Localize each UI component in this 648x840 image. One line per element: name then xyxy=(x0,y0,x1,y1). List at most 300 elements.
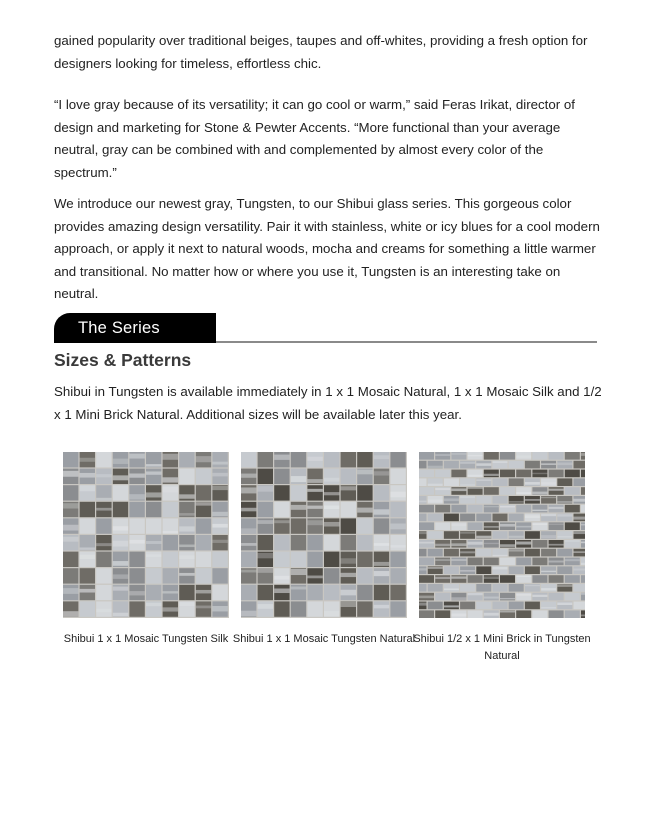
glass-streak xyxy=(212,512,227,516)
paragraph-quote: “I love gray because of its versatility; it can go cool or warm,” said Feras Irikat, director of design and marketing for Stone & Pewter Accents. “More functional than your average neutral, gray can be combined with and complemented by almost every color of the spectrum.” xyxy=(54,97,575,180)
glass-streak xyxy=(146,554,161,557)
glass-streak xyxy=(307,457,322,461)
glass-streak xyxy=(484,576,499,579)
glass-streak xyxy=(357,470,372,475)
paragraph-intro-tail: gained popularity over traditional beiges, taupes and off-whites, providing a fresh option for designers looking for timeless, effortless chic. xyxy=(54,33,588,71)
glass-streak xyxy=(541,497,556,498)
glass-streak xyxy=(63,588,78,594)
mosaic-chip xyxy=(258,601,273,616)
glass-streak xyxy=(493,555,508,556)
glass-streak xyxy=(541,482,556,485)
brick-chip xyxy=(574,478,586,486)
glass-streak xyxy=(419,568,427,570)
glass-streak xyxy=(581,615,585,617)
glass-streak xyxy=(307,520,322,525)
brick-chip xyxy=(565,558,580,566)
brick-chip xyxy=(419,470,434,478)
glass-streak xyxy=(574,551,586,552)
brick-chip xyxy=(444,531,459,539)
mosaic-chip xyxy=(357,485,372,500)
glass-streak xyxy=(500,506,515,507)
glass-streak xyxy=(291,569,306,575)
glass-streak xyxy=(549,507,564,509)
mosaic-chip xyxy=(291,518,306,533)
glass-streak xyxy=(581,563,585,565)
glass-streak xyxy=(274,520,289,523)
brick-chip xyxy=(493,531,508,539)
product-caption-mosaic-natural: Shibui 1 x 1 Mosaic Tungsten Natural xyxy=(232,633,416,645)
brick-chip xyxy=(419,549,427,557)
glass-streak xyxy=(541,535,556,538)
glass-streak xyxy=(258,568,273,573)
mosaic-chip xyxy=(163,502,178,517)
brick-chip xyxy=(428,549,443,557)
glass-streak xyxy=(63,537,78,542)
glass-streak xyxy=(390,545,405,548)
glass-streak xyxy=(96,498,111,501)
glass-streak xyxy=(163,477,178,482)
brick-chip xyxy=(581,470,585,478)
glass-streak xyxy=(435,559,450,560)
glass-streak xyxy=(291,476,306,482)
brick-chip xyxy=(516,610,531,618)
brick-chip xyxy=(419,487,434,495)
glass-streak xyxy=(484,597,499,599)
glass-streak xyxy=(493,461,508,462)
glass-streak xyxy=(146,603,161,606)
glass-streak xyxy=(129,454,144,459)
brick-chip xyxy=(549,452,564,460)
glass-streak xyxy=(129,474,144,478)
glass-streak xyxy=(565,559,580,561)
glass-streak xyxy=(525,499,540,500)
brick-chip xyxy=(484,452,499,460)
glass-streak xyxy=(241,474,256,478)
brick-chip xyxy=(451,575,466,583)
brick-chip xyxy=(460,602,475,610)
mosaic-chip xyxy=(196,568,211,583)
mosaic-chip xyxy=(390,502,405,517)
glass-streak xyxy=(516,542,531,545)
glass-streak xyxy=(146,464,161,467)
glass-streak xyxy=(484,613,499,616)
brick-chip xyxy=(428,602,443,610)
brick-chip xyxy=(428,531,443,539)
brick-chip xyxy=(435,610,450,618)
mosaic-chip xyxy=(390,552,405,567)
mosaic-chip xyxy=(324,568,339,583)
section-banner xyxy=(54,313,597,343)
brick-chip xyxy=(557,531,572,539)
mosaic-chip xyxy=(212,552,227,567)
glass-streak xyxy=(274,576,289,580)
glass-streak xyxy=(451,453,466,454)
glass-streak xyxy=(113,587,128,591)
glass-streak xyxy=(113,459,128,464)
mosaic-chip xyxy=(196,469,211,484)
mosaic-chip xyxy=(258,469,273,484)
glass-streak xyxy=(307,489,322,492)
mosaic-chip xyxy=(357,568,372,583)
glass-streak xyxy=(212,524,227,528)
mosaic-chip xyxy=(357,535,372,550)
mosaic-chip xyxy=(307,535,322,550)
brick-chip xyxy=(532,505,547,513)
brick-chip xyxy=(468,575,483,583)
glass-streak xyxy=(163,487,178,493)
glass-streak xyxy=(532,510,547,511)
brick-chip xyxy=(460,514,475,522)
glass-streak xyxy=(63,525,78,531)
brick-chip xyxy=(500,487,515,495)
mosaic-chip xyxy=(374,535,389,550)
glass-streak xyxy=(374,509,389,514)
mosaic-chip xyxy=(324,535,339,550)
glass-streak xyxy=(146,541,161,544)
brick-chip xyxy=(525,602,540,610)
glass-streak xyxy=(574,569,586,571)
mosaic-chip xyxy=(241,585,256,600)
section-heading: Sizes & Patterns xyxy=(54,350,192,370)
glass-streak xyxy=(341,590,356,596)
glass-streak xyxy=(549,489,564,491)
mosaic-chip xyxy=(291,552,306,567)
brick-chip xyxy=(419,496,427,504)
brick-chip xyxy=(476,496,491,504)
glass-streak xyxy=(581,524,585,526)
product-image-mosaic-natural xyxy=(241,452,407,618)
mosaic-chip xyxy=(80,552,95,567)
brick-chip xyxy=(476,566,491,574)
glass-streak xyxy=(428,466,443,468)
glass-streak xyxy=(541,607,556,608)
mosaic-chip xyxy=(179,585,194,600)
brick-chip xyxy=(532,610,547,618)
mosaic-chip xyxy=(129,502,144,517)
mosaic-chip xyxy=(146,502,161,517)
brick-chip xyxy=(444,584,459,592)
glass-streak xyxy=(129,494,144,499)
brick-chip xyxy=(419,584,427,592)
paragraph-tungsten: We introduce our newest gray, Tungsten, to our Shibui glass series. This gorgeous color provides amazing design versatility. Pair it with stainless, white or icy blues for a cool modern approach, or apply it next to natural woods, mocha and creams for something a little warmer and transitional. No matter how or where you use it, Tungsten is an interesting take on neutral. xyxy=(54,196,600,301)
mosaic-chip xyxy=(324,585,339,600)
mosaic-chip xyxy=(390,452,405,467)
glass-streak xyxy=(460,484,475,485)
mosaic-chip xyxy=(146,568,161,583)
glass-streak xyxy=(574,517,586,520)
mosaic-chip xyxy=(179,568,194,583)
mosaic-chip xyxy=(274,552,289,567)
mosaic-chip xyxy=(113,502,128,517)
mosaic-chip xyxy=(357,552,372,567)
glass-streak xyxy=(196,590,211,593)
glass-streak xyxy=(541,463,556,465)
brick-chip xyxy=(581,505,585,513)
brick-chip xyxy=(428,584,443,592)
glass-streak xyxy=(451,524,466,526)
brick-chip xyxy=(484,505,499,513)
glass-streak xyxy=(212,606,227,611)
mosaic-chip xyxy=(63,452,78,467)
brick-chip xyxy=(476,602,491,610)
product-image-mosaic-silk xyxy=(63,452,229,618)
mosaic-chip xyxy=(341,535,356,550)
brick-chip xyxy=(574,602,586,610)
mosaic-chip xyxy=(80,502,95,517)
mosaic-chip xyxy=(274,535,289,550)
mosaic-chip xyxy=(196,485,211,500)
brick-chip xyxy=(574,461,586,469)
glass-streak xyxy=(374,605,389,609)
glass-streak xyxy=(374,471,389,475)
glass-streak xyxy=(341,573,356,577)
glass-streak xyxy=(241,487,256,493)
mosaic-chip xyxy=(374,601,389,616)
brick-chip xyxy=(435,470,450,478)
mosaic-chip xyxy=(96,568,111,583)
glass-streak xyxy=(460,551,475,553)
glass-streak xyxy=(581,453,585,456)
glass-streak xyxy=(484,474,499,476)
brick-chip xyxy=(549,470,564,478)
glass-streak xyxy=(435,454,450,456)
mosaic-chip xyxy=(96,518,111,533)
brick-chip xyxy=(574,584,586,592)
glass-streak xyxy=(557,501,572,502)
mosaic-chip xyxy=(179,535,194,550)
glass-streak xyxy=(500,544,515,547)
glass-streak xyxy=(163,607,178,611)
brick-chip xyxy=(581,487,585,495)
glass-streak xyxy=(258,486,273,492)
glass-streak xyxy=(451,576,466,578)
glass-streak xyxy=(113,475,128,480)
glass-streak xyxy=(80,485,95,491)
glass-streak xyxy=(435,577,450,579)
brick-chip xyxy=(435,522,450,530)
brick-chip xyxy=(484,522,499,530)
glass-streak xyxy=(179,513,194,516)
brick-chip xyxy=(468,505,483,513)
glass-streak xyxy=(390,492,405,498)
glass-streak xyxy=(419,501,427,503)
brick-chip xyxy=(476,514,491,522)
glass-streak xyxy=(435,488,450,490)
mosaic-chip xyxy=(390,535,405,550)
glass-streak xyxy=(549,524,564,525)
glass-streak xyxy=(341,486,356,490)
mosaic-chip xyxy=(374,485,389,500)
glass-streak xyxy=(493,567,508,570)
mosaic-chip xyxy=(96,535,111,550)
brick-chip xyxy=(484,558,499,566)
glass-streak xyxy=(212,486,227,490)
brick-chip xyxy=(565,487,580,495)
glass-streak xyxy=(468,593,483,595)
brick-chip xyxy=(435,558,450,566)
glass-streak xyxy=(291,587,306,590)
glass-streak xyxy=(509,501,524,502)
brick-chip xyxy=(419,540,434,548)
glass-streak xyxy=(435,544,450,546)
brick-chip xyxy=(444,566,459,574)
glass-streak xyxy=(324,478,339,482)
product-caption-mini-brick: Shibui 1/2 x 1 Mini Brick in Tungsten Natural xyxy=(413,633,591,662)
glass-streak xyxy=(525,585,540,586)
glass-streak xyxy=(241,543,256,546)
glass-streak xyxy=(291,505,306,510)
glass-streak xyxy=(274,588,289,593)
brick-chip xyxy=(419,452,434,460)
brick-chip xyxy=(484,487,499,495)
glass-streak xyxy=(80,547,95,549)
glass-streak xyxy=(451,613,466,616)
brick-chip xyxy=(451,558,466,566)
glass-streak xyxy=(451,488,466,491)
glass-streak xyxy=(468,487,483,489)
mosaic-chip xyxy=(179,469,194,484)
brick-chip xyxy=(557,478,572,486)
glass-streak xyxy=(241,570,256,573)
brick-chip xyxy=(525,461,540,469)
glass-streak xyxy=(574,499,586,502)
glass-streak xyxy=(146,471,161,474)
brick-chip xyxy=(493,496,508,504)
glass-streak xyxy=(179,602,194,606)
glass-streak xyxy=(565,540,580,541)
brick-chip xyxy=(525,549,540,557)
glass-streak xyxy=(179,526,194,531)
mosaic-chip xyxy=(324,502,339,517)
brick-chip xyxy=(516,505,531,513)
glass-streak xyxy=(516,492,531,494)
mosaic-chip xyxy=(341,469,356,484)
glass-streak xyxy=(525,482,540,485)
brick-chip xyxy=(509,514,524,522)
glass-streak xyxy=(113,526,128,530)
glass-streak xyxy=(212,473,227,477)
brick-chip xyxy=(444,602,459,610)
mosaic-chip xyxy=(357,518,372,533)
mosaic-chip xyxy=(96,585,111,600)
brick-chip xyxy=(435,593,450,601)
brick-chip xyxy=(419,505,434,513)
glass-streak xyxy=(196,606,211,609)
glass-streak xyxy=(532,473,547,474)
brick-chip xyxy=(444,461,459,469)
mosaic-chip xyxy=(307,552,322,567)
section-divider xyxy=(216,341,597,343)
mosaic-chip xyxy=(212,585,227,600)
mosaic-chip xyxy=(96,452,111,467)
glass-streak xyxy=(274,455,289,460)
glass-streak xyxy=(468,455,483,456)
brick-chip xyxy=(565,452,580,460)
brick-chip xyxy=(532,452,547,460)
mosaic-chip xyxy=(163,535,178,550)
glass-streak xyxy=(258,520,273,524)
brick-chip xyxy=(549,575,564,583)
glass-streak xyxy=(500,524,515,527)
mosaic-chip xyxy=(307,585,322,600)
glass-streak xyxy=(451,597,466,600)
brick-chip xyxy=(419,461,427,469)
mosaic-chip xyxy=(341,518,356,533)
glass-streak xyxy=(307,506,322,509)
glass-streak xyxy=(374,571,389,576)
glass-streak xyxy=(574,531,586,534)
glass-streak xyxy=(80,589,95,593)
mosaic-chip xyxy=(390,568,405,583)
glass-streak xyxy=(444,605,459,607)
mosaic-chip xyxy=(274,469,289,484)
glass-streak xyxy=(96,543,111,546)
glass-streak xyxy=(341,602,356,607)
mosaic-chip xyxy=(258,452,273,467)
brick-chip xyxy=(581,540,585,548)
mosaic-chip xyxy=(113,485,128,500)
glass-streak xyxy=(476,463,491,466)
mosaic-chip xyxy=(146,585,161,600)
brick-chip xyxy=(419,558,434,566)
glass-streak xyxy=(476,536,491,539)
mosaic-chip xyxy=(341,452,356,467)
brick-chip xyxy=(451,505,466,513)
brick-chip xyxy=(549,610,564,618)
mosaic-chip xyxy=(374,518,389,533)
glass-streak xyxy=(163,531,178,534)
mosaic-chip xyxy=(96,552,111,567)
glass-streak xyxy=(428,500,443,503)
mosaic-chip xyxy=(374,452,389,467)
glass-streak xyxy=(468,475,483,477)
glass-streak xyxy=(196,502,211,505)
mosaic-chip xyxy=(258,502,273,517)
glass-streak xyxy=(324,522,339,527)
glass-streak xyxy=(516,526,531,528)
mosaic-chip xyxy=(63,485,78,500)
glass-streak xyxy=(163,591,178,593)
glass-streak xyxy=(241,528,256,533)
mosaic-chip xyxy=(196,535,211,550)
brick-chip xyxy=(493,478,508,486)
mosaic-chip xyxy=(357,585,372,600)
brick-chip xyxy=(493,584,508,592)
glass-streak xyxy=(460,496,475,498)
brick-chip xyxy=(509,584,524,592)
brick-chip xyxy=(419,514,427,522)
glass-streak xyxy=(581,593,585,594)
glass-streak xyxy=(419,532,427,534)
glass-streak xyxy=(444,589,459,590)
mosaic-chip xyxy=(196,552,211,567)
glass-streak xyxy=(500,598,515,599)
mosaic-chip xyxy=(179,552,194,567)
mosaic-chip xyxy=(390,469,405,484)
brick-chip xyxy=(484,470,499,478)
brick-chip xyxy=(476,584,491,592)
glass-streak xyxy=(581,542,585,544)
glass-streak xyxy=(509,549,524,551)
brick-chip xyxy=(581,575,585,583)
mosaic-chip xyxy=(324,452,339,467)
mosaic-chip xyxy=(179,452,194,467)
brick-chip xyxy=(516,558,531,566)
glass-streak xyxy=(549,561,564,563)
glass-streak xyxy=(179,545,194,548)
glass-streak xyxy=(557,602,572,605)
brick-chip xyxy=(565,593,580,601)
